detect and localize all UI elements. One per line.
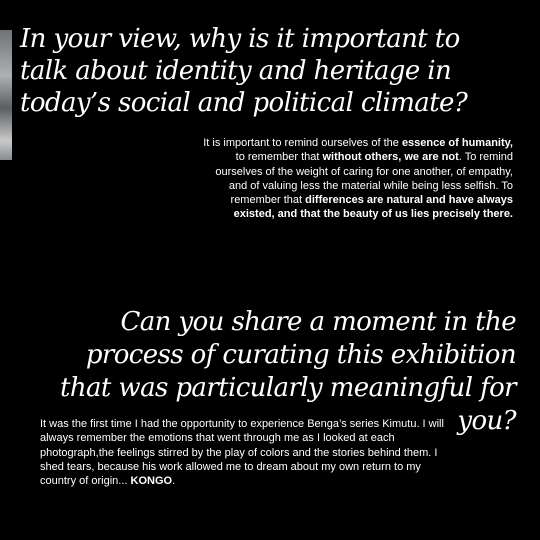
answer-2-text-2: . xyxy=(172,475,176,488)
question-heading-2: Can you share a moment in the process of curating this exhibition that was particularly meaningful for you? xyxy=(60,307,516,436)
answer-1-bold-2: without others, we are not xyxy=(322,151,459,164)
cropped-photo-edge xyxy=(0,30,12,160)
answer-paragraph-1 xyxy=(195,136,513,222)
answer-2-bold-1: KONGO xyxy=(130,475,173,488)
answer-1-text-3: . To remind ourselves of the weight of caring for one another, of empathy, and of valuing less the material while being less selfish. To remember that xyxy=(215,151,513,207)
answer-1-bold-3: differences are natural and have always existed, and that the beauty of us lies precisely there. xyxy=(233,194,513,221)
answer-1-text-1: It is important to remind ourselves of the xyxy=(203,137,402,149)
question-heading-1: In your view, why is it important to talk about identity and heritage in today’s social and political climate? xyxy=(20,24,468,118)
answer-paragraph-2 xyxy=(40,417,460,488)
answer-2-text-1: It was the first time I had the opportunity to experience Benga’s series Kimutu. I will always remember the emotions that went through me as I looked at each photograph,the feelings stirred by the play of colors and the stories behind them. I shed tears, because his work allowed me to dream about my own return to my country of origin... xyxy=(40,418,444,488)
answer-1-bold-1: essence of humanity, xyxy=(401,137,513,149)
answer-1-text-2: to remember that xyxy=(235,151,323,164)
